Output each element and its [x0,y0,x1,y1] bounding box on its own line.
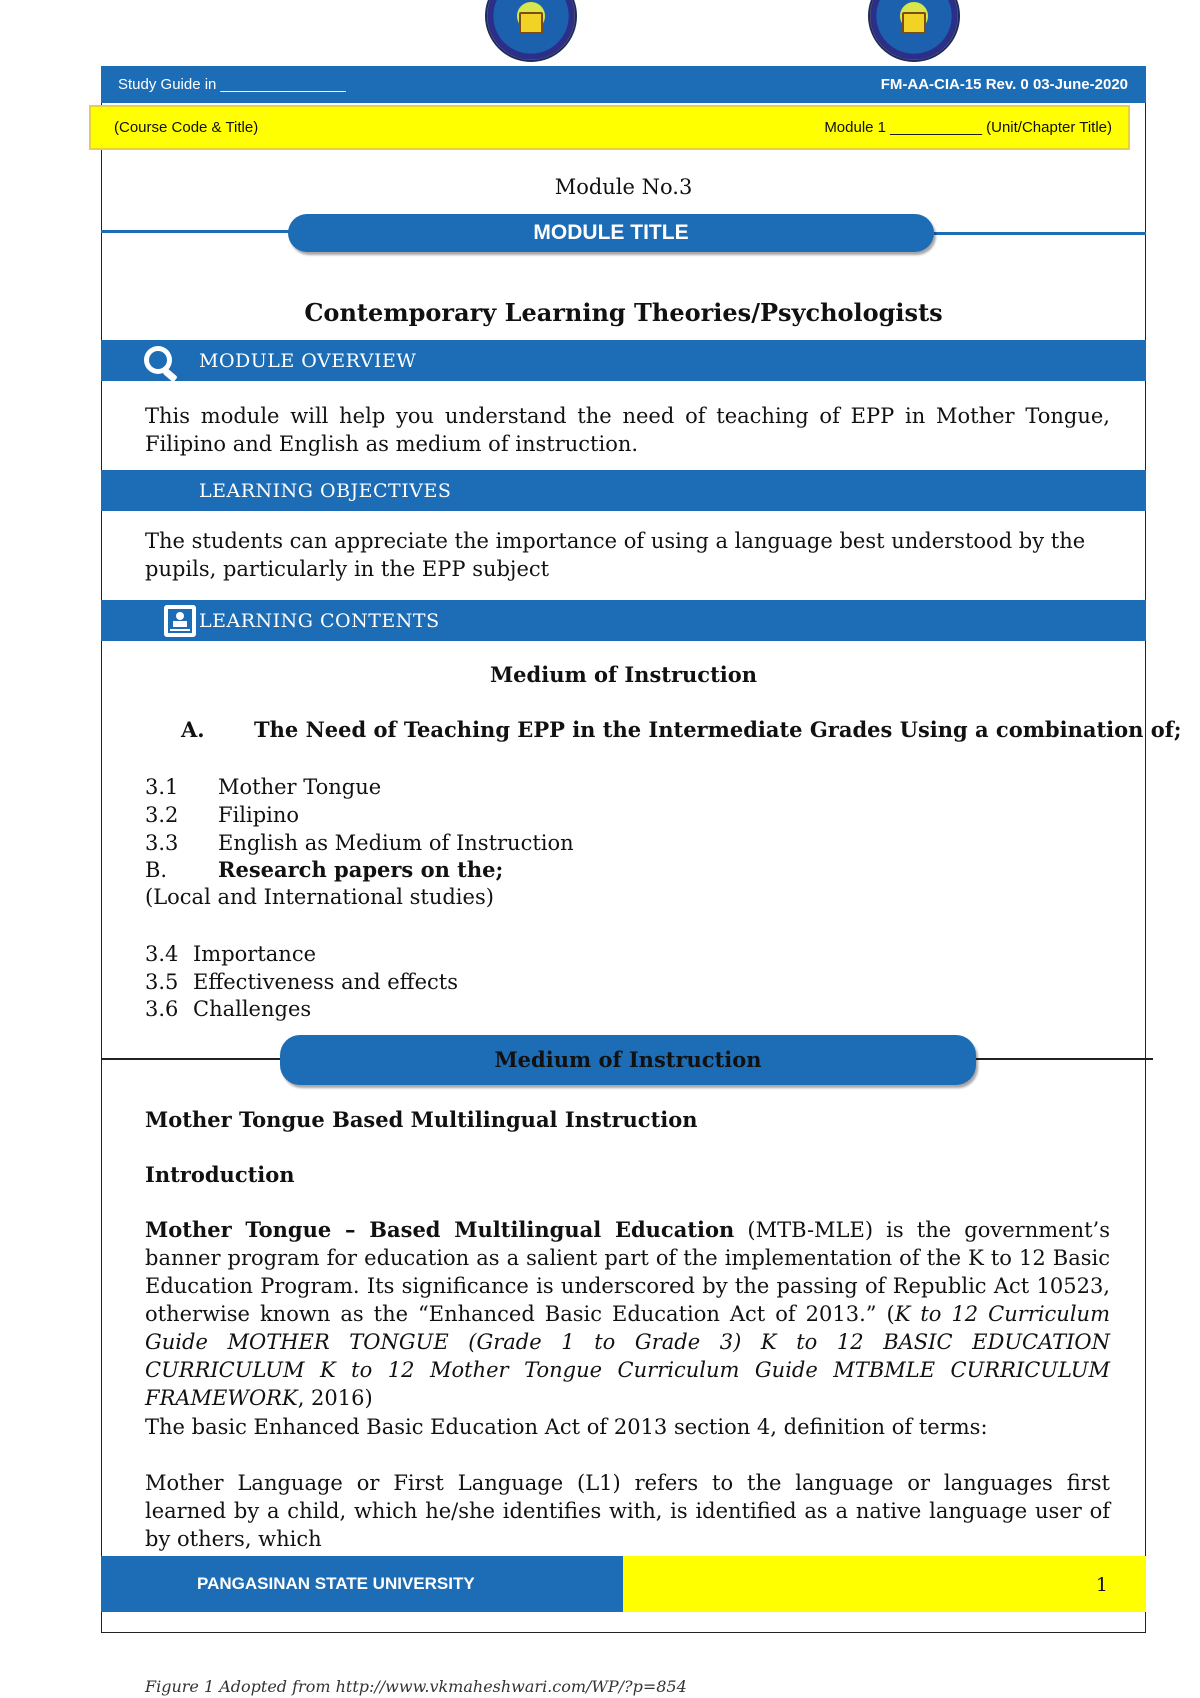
university-seal-right [868,0,960,62]
item-b-letter: B. [145,858,168,882]
module-line: Module 1 ___________ (Unit/Chapter Title) [824,119,1112,136]
overview-text: This module will help you understand the need of teaching of EPP in Mother Tongue, Filipino and English as medium of instruction. [145,404,1110,456]
list-item: Mother Tongue [218,775,382,799]
module-title-pill: MODULE TITLE [288,214,934,252]
figure-caption: Figure 1 Adopted from http://www.vkmaheshwari.com/WP/?p=854 [145,1677,687,1696]
divider-line [934,232,1146,235]
paragraph-citation: K to 12 Curriculum Guide MOTHER TONGUE (Grade 1 to Grade 3) K to 12 BASIC EDUCATION CURRICULUM K to 12 Mother Tongue Curriculum Guide MTBMLE CURRICULUM FRAMEWORK [145,1302,1110,1410]
item-b-text: Research papers on the; [218,857,504,882]
list-item: Importance [193,942,317,966]
list-num: 3.1 [145,775,179,799]
divider-line [101,230,291,233]
item-a-letter: A. [181,717,205,742]
module-overview-label: MODULE OVERVIEW [199,350,417,372]
list-item: Filipino [218,803,300,827]
header-bar [101,66,1146,103]
learning-objectives-bar [101,470,1146,511]
learning-contents-bar [101,600,1146,641]
module-number: Module No.3 [554,175,693,199]
contents-heading: Medium of Instruction [489,662,758,687]
course-bar [89,105,1130,150]
paragraph-text: (MTB-MLE) is the government’s banner program for education as a salient part of the implementation of the K to 12 Basic Education Program. Its significance is underscored by the passing of Republic Act 10523, otherwise known as the “Enhanced Basic Education Act of 2013.” ( [145,1218,1111,1326]
section-heading: Mother Tongue Based Multilingual Instruction [145,1107,698,1132]
course-code: (Course Code & Title) [114,119,259,136]
paragraph-bold-term: Mother Tongue – Based Multilingual Education [145,1217,735,1242]
divider-line [101,1058,281,1060]
learning-objectives-label: LEARNING OBJECTIVES [199,480,452,502]
list-item: Challenges [193,997,312,1021]
list-num: 3.6 [145,997,179,1021]
objectives-text: The students can appreciate the importance of using a language best understood by the pupils, particularly in the EPP subject [145,529,1086,581]
footer-university-bar [101,1556,623,1612]
document-icon [162,604,198,638]
item-b-sub: (Local and International studies) [145,885,494,909]
divider-line [975,1058,1153,1060]
list-num: 3.3 [145,831,179,855]
list-num: 3.2 [145,803,179,827]
intro-heading: Introduction [145,1162,295,1187]
item-a-text: The Need of Teaching EPP in the Intermediate Grades Using a combination of; [254,717,1182,742]
study-guide-label: Study Guide in _______________ [118,76,346,93]
page-number: 1 [1095,1574,1108,1596]
university-seal-left [485,0,577,62]
module-title: Contemporary Learning Theories/Psychologists [304,298,943,327]
paragraph-definition-intro: The basic Enhanced Basic Education Act of 2013 section 4, definition of terms: [145,1415,988,1439]
footer-page-bar [623,1556,1146,1612]
paragraph-mtb-mle [145,1216,1110,1412]
list-num: 3.5 [145,970,179,994]
learning-contents-label: LEARNING CONTENTS [199,610,440,632]
module-overview-bar [101,340,1146,381]
list-item: Effectiveness and effects [193,970,458,994]
magnifier-icon [140,342,186,384]
paragraph-mother-language: Mother Language or First Language (L1) refers to the language or languages first learned by a child, which he/she identifies with, is identified as a native language user of by others, which [145,1471,1110,1551]
form-code: FM-AA-CIA-15 Rev. 0 03-June-2020 [880,76,1128,93]
list-item: English as Medium of Instruction [218,831,574,855]
list-num: 3.4 [145,942,179,966]
paragraph-citation-year: , 2016) [297,1386,373,1410]
university-name: PANGASINAN STATE UNIVERSITY [197,1574,475,1593]
medium-instruction-pill: Medium of Instruction [280,1035,976,1085]
